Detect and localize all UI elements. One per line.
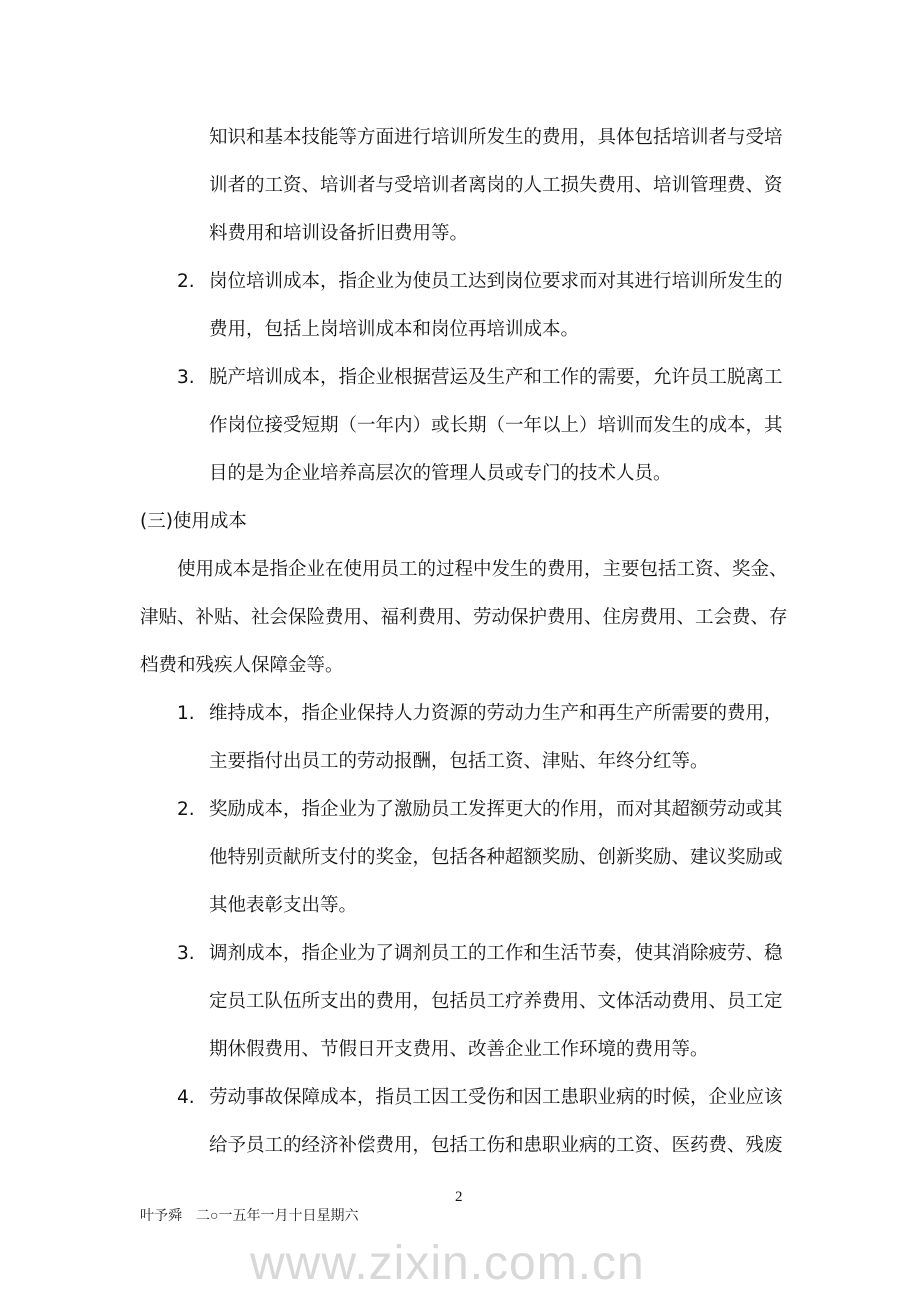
line-text: 他特别贡献所支付的奖金，包括各种超额奖励、创新奖励、建议奖励或	[209, 847, 783, 868]
page-number: 2	[455, 1189, 463, 1205]
text-line	[0, 1026, 920, 1074]
line-text: 主要指付出员工的劳动报酬，包括工资、津贴、年终分红等。	[209, 751, 709, 772]
text-line	[0, 498, 920, 546]
text-line	[0, 882, 920, 930]
line-text: 档费和残疾人保障金等。	[140, 655, 344, 676]
line-text: 知识和基本技能等方面进行培训所发生的费用，具体包括培训者与受培	[209, 127, 783, 148]
text-line	[0, 354, 920, 402]
line-text: 费用，包括上岗培训成本和岗位再培训成本。	[209, 319, 580, 340]
watermark: www.zixin.com.cn	[250, 1237, 645, 1290]
text-line	[0, 258, 920, 306]
text-line	[0, 1074, 920, 1122]
line-text: 定员工队伍所支出的费用，包括员工疗养费用、文体活动费用、员工定	[209, 991, 783, 1012]
list-number: 1.	[177, 703, 195, 724]
line-text: 给予员工的经济补偿费用，包括工伤和患职业病的工资、医药费、残废	[209, 1135, 783, 1156]
line-text: 目的是为企业培养高层次的管理人员或专门的技术人员。	[209, 463, 672, 484]
line-text: 作岗位接受短期（一年内）或长期（一年以上）培训而发生的成本，其	[209, 415, 783, 436]
footer-author-date: 叶予舜 二○一五年一月十日星期六	[140, 1209, 359, 1224]
text-line	[0, 642, 920, 690]
list-number: 3.	[177, 943, 195, 964]
line-text: 脱产培训成本，指企业根据营运及生产和工作的需要，允许员工脱离工	[209, 367, 783, 388]
text-line	[0, 978, 920, 1026]
line-text: 使用成本是指企业在使用员工的过程中发生的费用，主要包括工资、奖金、	[177, 559, 788, 580]
line-text: 期休假费用、节假日开支费用、改善企业工作环境的费用等。	[209, 1039, 709, 1060]
text-line	[0, 402, 920, 450]
text-line	[0, 546, 920, 594]
text-line	[0, 306, 920, 354]
line-text: 奖励成本，指企业为了激励员工发挥更大的作用，而对其超额劳动或其	[209, 799, 783, 820]
line-text: 津贴、补贴、社会保险费用、福利费用、劳动保护费用、住房费用、工会费、存	[140, 607, 788, 628]
text-line	[0, 1122, 920, 1170]
text-line	[0, 594, 920, 642]
line-text: 料费用和培训设备折旧费用等。	[209, 223, 469, 244]
line-text: 训者的工资、培训者与受培训者离岗的人工损失费用、培训管理费、资	[209, 175, 783, 196]
line-text: 劳动事故保障成本，指员工因工受伤和因工患职业病的时候，企业应该	[209, 1087, 783, 1108]
text-line	[0, 690, 920, 738]
text-line	[0, 786, 920, 834]
list-number: 2.	[177, 271, 195, 292]
line-text: 调剂成本，指企业为了调剂员工的工作和生活节奏，使其消除疲劳、稳	[209, 943, 783, 964]
line-text: (三)使用成本	[140, 511, 247, 532]
text-line	[0, 834, 920, 882]
list-number: 4.	[177, 1087, 195, 1108]
text-line	[0, 162, 920, 210]
text-line	[0, 930, 920, 978]
line-text: 维持成本，指企业保持人力资源的劳动力生产和再生产所需要的费用，	[209, 703, 783, 724]
text-line	[0, 738, 920, 786]
text-line	[0, 210, 920, 258]
text-line	[0, 450, 920, 498]
list-number: 2.	[177, 799, 195, 820]
line-text: 岗位培训成本，指企业为使员工达到岗位要求而对其进行培训所发生的	[209, 271, 783, 292]
list-number: 3.	[177, 367, 195, 388]
line-text: 其他表彰支出等。	[209, 895, 358, 916]
text-line	[0, 114, 920, 162]
